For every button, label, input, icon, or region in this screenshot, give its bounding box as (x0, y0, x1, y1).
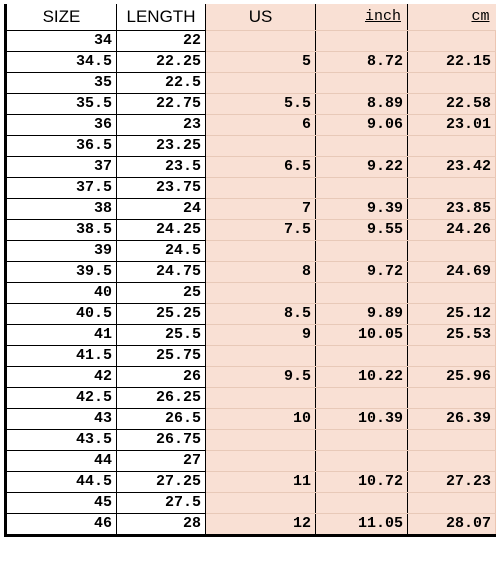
cell-length: 27.5 (117, 493, 206, 514)
cell-length: 24.25 (117, 220, 206, 241)
cell-inch (316, 388, 408, 409)
cell-size: 43.5 (6, 430, 117, 451)
table-row (6, 241, 496, 262)
header-length: LENGTH (117, 4, 206, 31)
cell-inch: 10.22 (316, 367, 408, 388)
cell-inch: 9.39 (316, 199, 408, 220)
cell-size: 36 (6, 115, 117, 136)
table-row (6, 31, 496, 52)
cell-size: 39 (6, 241, 117, 262)
cell-length: 23.75 (117, 178, 206, 199)
cell-us (206, 388, 316, 409)
cell-cm (408, 451, 496, 472)
cell-cm: 26.39 (408, 409, 496, 430)
cell-length: 26.5 (117, 409, 206, 430)
cell-cm: 23.85 (408, 199, 496, 220)
cell-us (206, 241, 316, 262)
cell-size: 42 (6, 367, 117, 388)
cell-length: 28 (117, 514, 206, 536)
cell-size: 35.5 (6, 94, 117, 115)
table-row (6, 94, 496, 115)
cell-length: 23.5 (117, 157, 206, 178)
cell-cm (408, 283, 496, 304)
cell-size: 44 (6, 451, 117, 472)
cell-size: 34.5 (6, 52, 117, 73)
cell-us (206, 283, 316, 304)
cell-length: 25.75 (117, 346, 206, 367)
cell-us: 8.5 (206, 304, 316, 325)
cell-length: 23.25 (117, 136, 206, 157)
cell-length: 25.5 (117, 325, 206, 346)
table-body (6, 31, 496, 536)
table-row (6, 52, 496, 73)
cell-inch (316, 178, 408, 199)
cell-us: 9 (206, 325, 316, 346)
cell-us (206, 73, 316, 94)
cell-size: 41.5 (6, 346, 117, 367)
cell-inch (316, 241, 408, 262)
cell-inch (316, 451, 408, 472)
cell-inch (316, 430, 408, 451)
cell-cm (408, 388, 496, 409)
cell-size: 34 (6, 31, 117, 52)
cell-length: 22.5 (117, 73, 206, 94)
cell-inch: 8.72 (316, 52, 408, 73)
cell-length: 22.75 (117, 94, 206, 115)
table-row (6, 136, 496, 157)
cell-inch (316, 493, 408, 514)
table-row (6, 262, 496, 283)
cell-size: 39.5 (6, 262, 117, 283)
header-row (6, 4, 496, 31)
cell-size: 41 (6, 325, 117, 346)
table-row (6, 73, 496, 94)
cell-us: 7 (206, 199, 316, 220)
cell-us: 7.5 (206, 220, 316, 241)
cell-inch (316, 73, 408, 94)
cell-inch (316, 136, 408, 157)
cell-us: 12 (206, 514, 316, 536)
cell-cm: 24.26 (408, 220, 496, 241)
cell-us (206, 178, 316, 199)
cell-us: 11 (206, 472, 316, 493)
header-inch-label: inch (364, 8, 401, 25)
cell-length: 26.25 (117, 388, 206, 409)
table-row (6, 514, 496, 536)
cell-inch: 10.05 (316, 325, 408, 346)
table-row (6, 304, 496, 325)
cell-cm: 27.23 (408, 472, 496, 493)
cell-cm (408, 73, 496, 94)
cell-cm: 25.96 (408, 367, 496, 388)
cell-size: 43 (6, 409, 117, 430)
cell-cm (408, 178, 496, 199)
cell-inch: 9.89 (316, 304, 408, 325)
cell-size: 45 (6, 493, 117, 514)
cell-cm: 25.53 (408, 325, 496, 346)
cell-inch: 10.39 (316, 409, 408, 430)
cell-size: 37 (6, 157, 117, 178)
cell-inch: 9.22 (316, 157, 408, 178)
cell-us (206, 430, 316, 451)
cell-us (206, 493, 316, 514)
cell-us: 5 (206, 52, 316, 73)
cell-cm: 25.12 (408, 304, 496, 325)
cell-size: 44.5 (6, 472, 117, 493)
table-row (6, 451, 496, 472)
cell-cm: 24.69 (408, 262, 496, 283)
cell-inch: 8.89 (316, 94, 408, 115)
cell-size: 40.5 (6, 304, 117, 325)
cell-size: 40 (6, 283, 117, 304)
cell-length: 23 (117, 115, 206, 136)
header-cm (408, 4, 496, 31)
cell-size: 38 (6, 199, 117, 220)
table-row (6, 367, 496, 388)
table-row (6, 115, 496, 136)
cell-inch: 9.55 (316, 220, 408, 241)
cell-us: 5.5 (206, 94, 316, 115)
cell-length: 27 (117, 451, 206, 472)
cell-us (206, 451, 316, 472)
table-row (6, 325, 496, 346)
cell-size: 46 (6, 514, 117, 536)
size-chart-table (4, 4, 496, 537)
cell-cm: 22.15 (408, 52, 496, 73)
cell-inch (316, 346, 408, 367)
cell-cm (408, 346, 496, 367)
table-header (6, 4, 496, 31)
cell-size: 37.5 (6, 178, 117, 199)
table-row (6, 199, 496, 220)
header-size: SIZE (6, 4, 117, 31)
cell-length: 22.25 (117, 52, 206, 73)
table-row (6, 178, 496, 199)
cell-size: 42.5 (6, 388, 117, 409)
table-row (6, 220, 496, 241)
cell-inch: 11.05 (316, 514, 408, 536)
cell-us: 6 (206, 115, 316, 136)
cell-inch: 9.72 (316, 262, 408, 283)
cell-inch: 9.06 (316, 115, 408, 136)
cell-inch (316, 283, 408, 304)
cell-cm: 23.01 (408, 115, 496, 136)
cell-length: 24 (117, 199, 206, 220)
cell-size: 36.5 (6, 136, 117, 157)
table-row (6, 493, 496, 514)
cell-length: 25.25 (117, 304, 206, 325)
cell-cm (408, 31, 496, 52)
table-row (6, 388, 496, 409)
cell-us: 6.5 (206, 157, 316, 178)
cell-us (206, 136, 316, 157)
cell-us: 8 (206, 262, 316, 283)
cell-cm: 23.42 (408, 157, 496, 178)
cell-us (206, 346, 316, 367)
cell-cm (408, 241, 496, 262)
cell-us: 10 (206, 409, 316, 430)
table-row (6, 409, 496, 430)
header-cm-label: cm (471, 8, 490, 25)
table-row (6, 430, 496, 451)
cell-length: 24.5 (117, 241, 206, 262)
cell-length: 26 (117, 367, 206, 388)
cell-size: 35 (6, 73, 117, 94)
header-inch (316, 4, 408, 31)
cell-cm (408, 493, 496, 514)
cell-cm: 28.07 (408, 514, 496, 536)
cell-length: 25 (117, 283, 206, 304)
cell-us (206, 31, 316, 52)
cell-inch: 10.72 (316, 472, 408, 493)
cell-size: 38.5 (6, 220, 117, 241)
table-row (6, 157, 496, 178)
cell-us: 9.5 (206, 367, 316, 388)
table-row (6, 472, 496, 493)
cell-length: 24.75 (117, 262, 206, 283)
cell-length: 22 (117, 31, 206, 52)
cell-cm: 22.58 (408, 94, 496, 115)
cell-length: 27.25 (117, 472, 206, 493)
cell-cm (408, 430, 496, 451)
header-us: US (206, 4, 316, 31)
cell-length: 26.75 (117, 430, 206, 451)
table-row (6, 283, 496, 304)
table-row (6, 346, 496, 367)
cell-cm (408, 136, 496, 157)
cell-inch (316, 31, 408, 52)
